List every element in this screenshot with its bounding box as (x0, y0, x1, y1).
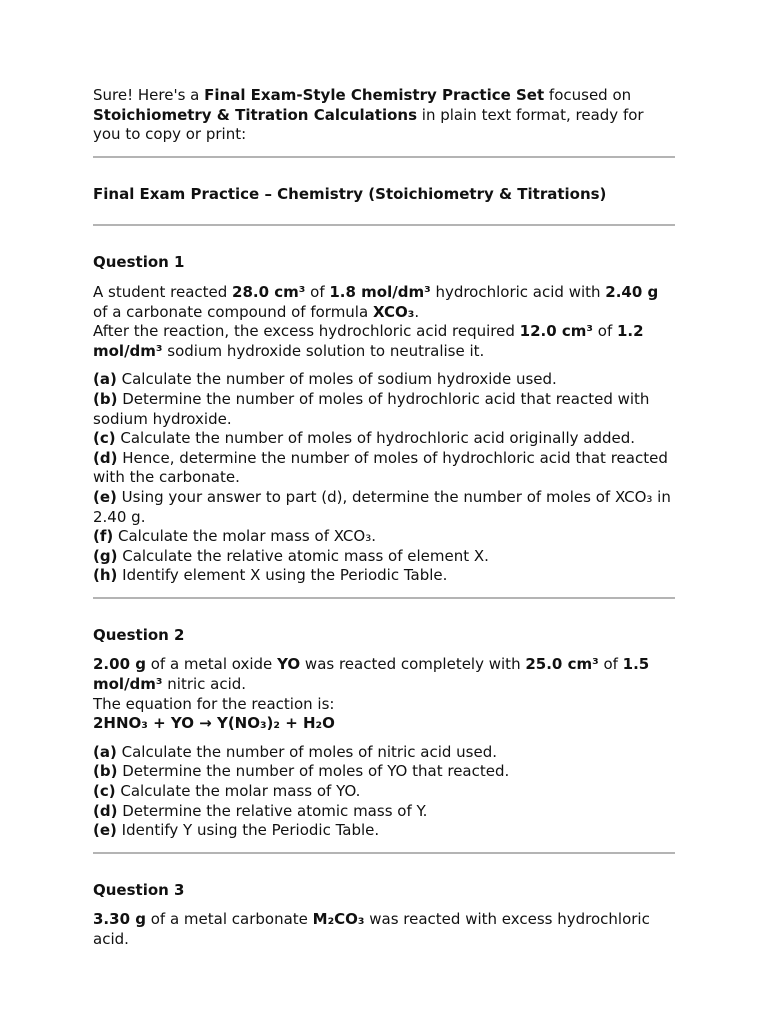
question-2-heading: Question 2 (93, 625, 185, 644)
part-text: Calculate the number of moles of hydrochloric acid originally added. (115, 429, 636, 448)
question-1-heading: Question 1 (93, 253, 185, 272)
stem-value: 2.00 g (93, 655, 146, 674)
part-text: Identify Y using the Periodic Table. (116, 821, 380, 840)
document (93, 86, 675, 959)
part-label: (c) (93, 429, 116, 448)
equation-text: 2HNO₃ + YO → Y(NO₃)₂ + H₂O (93, 714, 335, 733)
stem-text: hydrochloric acid with (430, 282, 606, 301)
part-label: (d) (93, 801, 118, 820)
divider (93, 852, 675, 854)
stem-text: of (305, 282, 330, 301)
part-label: (g) (93, 546, 118, 565)
part-text: Calculate the number of moles of sodium hydroxide used. (116, 370, 557, 389)
stem-text: of a metal carbonate (145, 910, 313, 929)
intro-emphasis: Final Exam-Style Chemistry Practice Set (204, 86, 545, 104)
stem-text: A student reacted (93, 282, 233, 301)
reaction-equation (93, 714, 675, 734)
question-part (93, 821, 675, 841)
part-label: (a) (93, 370, 117, 389)
stem-value: 28.0 cm³ (232, 282, 306, 301)
part-label: (h) (93, 566, 118, 585)
part-text: Calculate the molar mass of YO. (115, 782, 361, 801)
stem-text: of a carbonate compound of formula (93, 302, 373, 321)
question-part (93, 429, 675, 449)
part-text: Calculate the relative atomic mass of element X. (117, 546, 489, 565)
part-label: (b) (93, 389, 118, 408)
question-2-stem-line (93, 655, 675, 694)
stem-text: sodium hydroxide solution to neutralise it. (162, 341, 485, 360)
part-text: Determine the number of moles of YO that reacted. (117, 762, 510, 781)
stem-text: After the reaction, the excess hydrochloric acid required (93, 322, 520, 341)
part-text: Calculate the molar mass of XCO₃. (113, 527, 376, 546)
stem-value: 1.5 mol/dm³ (93, 655, 650, 694)
question-part (93, 370, 675, 390)
stem-text: . (414, 302, 420, 321)
part-text: Hence, determine the number of moles of hydrochloric acid that reacted with the carbonate. (93, 448, 668, 487)
part-label: (e) (93, 821, 117, 840)
question-part (93, 802, 675, 822)
stem-formula: XCO₃ (372, 302, 415, 321)
question-part (93, 547, 675, 567)
intro-emphasis: Stoichiometry & Titration Calculations (93, 105, 418, 124)
stem-value: 1.2 mol/dm³ (93, 322, 644, 360)
stem-formula: M₂CO₃ (312, 910, 365, 929)
question-1-stem-line (93, 283, 675, 322)
question-part (93, 449, 675, 488)
divider (93, 224, 675, 226)
question-part (93, 566, 675, 586)
part-label: (c) (93, 782, 116, 801)
question-part (93, 782, 675, 802)
question-part (93, 743, 675, 763)
stem-text: nitric acid. (162, 675, 247, 694)
divider (93, 156, 675, 158)
part-label: (a) (93, 742, 117, 761)
intro-text: Sure! Here's a (93, 86, 205, 104)
intro-text: focused on (544, 86, 632, 104)
stem-formula: YO (277, 655, 301, 674)
part-text: Determine the relative atomic mass of Y. (117, 801, 428, 820)
stem-text: was reacted completely with (300, 655, 526, 674)
question-part (93, 488, 675, 527)
stem-value: 25.0 cm³ (525, 655, 599, 674)
part-text: Using your answer to part (d), determine the number of moles of XCO₃ in 2.40 g. (93, 487, 671, 526)
question-1-stem (93, 283, 675, 361)
stem-value: 2.40 g (605, 282, 659, 301)
part-text: Determine the number of moles of hydrochloric acid that reacted with sodium hydroxide. (93, 389, 650, 428)
document-title: Final Exam Practice – Chemistry (Stoichiometry & Titrations) (93, 184, 607, 203)
stem-value: 1.8 mol/dm³ (329, 282, 431, 301)
intro-text: in plain text format, ready for you to copy or print: (93, 105, 644, 144)
part-text: Calculate the number of moles of nitric acid used. (116, 742, 497, 761)
part-label: (d) (93, 448, 118, 467)
divider (93, 597, 675, 599)
question-1-stem-line (93, 322, 675, 361)
stem-text: of (598, 655, 623, 674)
question-part (93, 762, 675, 782)
part-label: (b) (93, 762, 118, 781)
stem-text: of a metal oxide (145, 655, 278, 674)
question-3-stem-line (93, 910, 675, 949)
question-part (93, 527, 675, 547)
question-3-stem (93, 910, 675, 949)
question-2-parts (93, 743, 675, 841)
stem-value: 3.30 g (93, 910, 146, 929)
part-text: Identify element X using the Periodic Table. (117, 566, 448, 585)
stem-text: was reacted with excess hydrochloric acid. (93, 910, 650, 948)
question-1-parts (93, 370, 675, 586)
question-2-stem (93, 655, 675, 733)
stem-text: of (593, 322, 617, 341)
intro-paragraph (93, 86, 675, 145)
stem-value: 12.0 cm³ (519, 322, 593, 341)
question-part (93, 390, 675, 429)
question-3-heading: Question 3 (93, 880, 185, 899)
question-2-stem-line: The equation for the reaction is: (93, 694, 335, 713)
part-label: (e) (93, 487, 117, 506)
part-label: (f) (93, 527, 114, 546)
